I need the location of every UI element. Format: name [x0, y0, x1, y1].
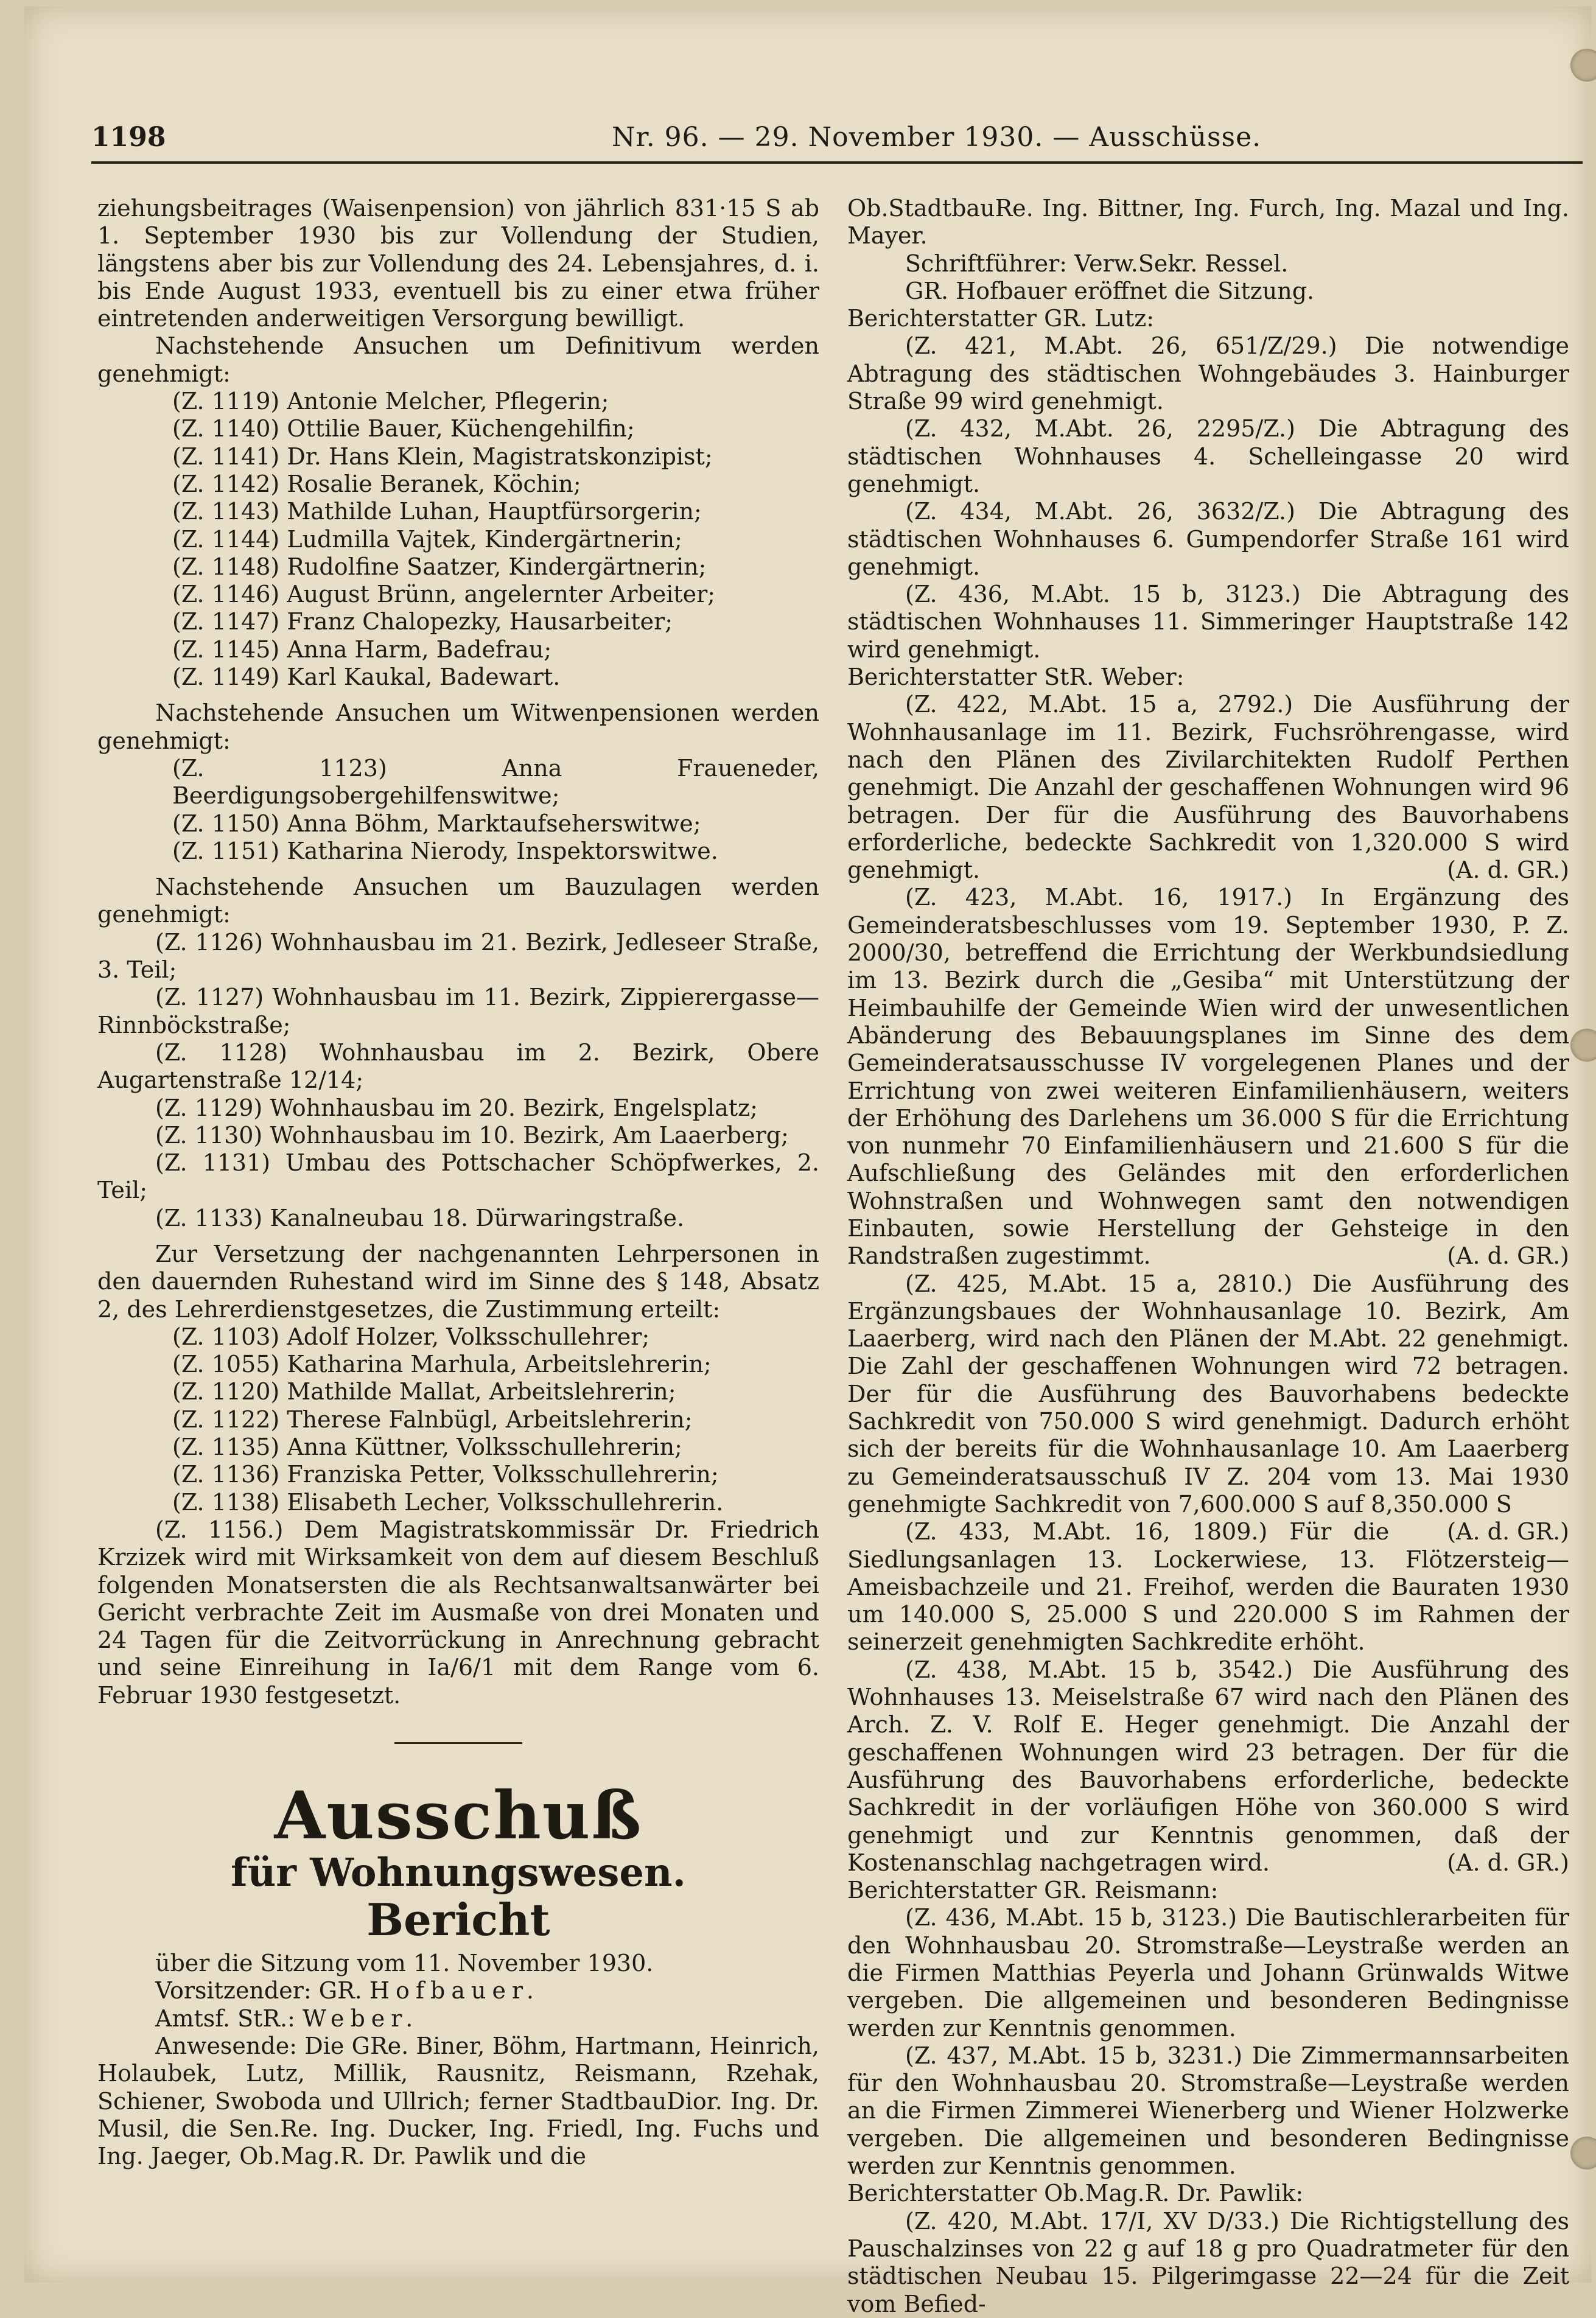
section-subheading: für Wohnungswesen. — [231, 1850, 686, 1896]
list-item: (Z. 1138) Elisabeth Lecher, Volksschullehrerin. — [172, 1488, 724, 1516]
resolution-paragraph: (Z. 421, M.Abt. 26, 651/Z/29.) Die notwendige Abtragung des städtischen Wohngebäudes 3. Hainburger Straße 99 wird genehmigt. — [847, 332, 1569, 415]
witwenpension-intro: Nachstehende Ansuchen um Witwenpensionen werden genehmigt: — [97, 699, 819, 754]
list-item: (Z. 1136) Franziska Petter, Volksschullehrerin; — [172, 1461, 719, 1488]
referral-note: (A. d. GR.) — [1447, 856, 1569, 884]
rapporteur-heading: Berichterstatter StR. Weber: — [847, 664, 1185, 691]
sitzung-date: über die Sitzung vom 11. November 1930. — [155, 1950, 654, 1977]
list-item: (Z. 1141) Dr. Hans Klein, Magistratskonzipist; — [172, 443, 713, 470]
list-item: (Z. 1131) Umbau des Pottschacher Schöpfwerkes, 2. Teil; — [97, 1149, 819, 1204]
lehrpersonen-intro: Zur Versetzung der nachgenannten Lehrpersonen in den dauernden Ruhestand wird im Sinne des § 148, Absatz 2, des Lehrerdienstgesetzes, die Zustimmung erteilt: — [97, 1240, 819, 1323]
resolution-paragraph — [847, 1656, 1569, 1877]
resolution-text: (Z. 423, M.Abt. 16, 1917.) In Ergänzung des Gemeinderatsbeschlusses vom 19. September 1930, P. Z. 2000/30, betreffend die Errichtung der Werkbundsiedlung im 13. Bezirk durch die „Gesiba“ mit Unterstützung der Heimbauhilfe der Gemeinde Wien wird der unwesentlichen Abänderung des Bebauungsplanes im Sinne des dem Gemeinderatsausschusse IV vorgelegenen Planes und der Errichtung von zwei weiteren Einfamilienhäusern, weiters der Erhöhung des Darlehens um 36.000 S für die Errichtung von nunmehr 70 Einfamilienhäusern und 21.600 S für die Aufschließung des Geländes mit den erforderlichen Wohnstraßen und Wohnwegen samt den notwendigen Einbauten, sowie Herstellung der Gehsteige in den Randstraßen zugestimmt. — [847, 884, 1569, 1270]
referral-note: (A. d. GR.) — [1447, 1242, 1569, 1270]
list-item: (Z. 1127) Wohnhausbau im 11. Bezirk, Zippierergasse—Rinnböckstraße; — [97, 984, 819, 1038]
list-item: (Z. 1145) Anna Harm, Badefrau; — [172, 636, 552, 663]
chairman-label: Vorsitzender: GR. — [155, 1977, 362, 2005]
paragraph-continuation: ziehungsbeitrages (Waisenpension) von jährlich 831·15 S ab 1. September 1930 bis zur Vollendung der Studien, längstens aber bis zur Vollendung des 24. Lebensjahres, d. i. bis Ende August 1933, eventuell bis zu einer etwa früher eintretenden anderweitigen Versorgung bewilligt. — [97, 195, 819, 332]
resolution-paragraph: (Z. 432, M.Abt. 26, 2295/Z.) Die Abtragung des städtischen Wohnhauses 4. Schelleingasse 20 wird genehmigt. — [847, 415, 1569, 497]
list-item: (Z. 1151) Katharina Nierody, Inspektorswitwe. — [172, 837, 718, 864]
resolution-paragraph: (Z. 436, M.Abt. 15 b, 3123.) Die Abtragung des städtischen Wohnhauses 11. Simmeringer Hauptstraße 142 wird genehmigt. — [847, 581, 1569, 663]
resolution-paragraph: (Z. 436, M.Abt. 15 b, 3123.) Die Bautischlerarbeiten für den Wohnhausbau 20. Stromstraße—Leystraße werden an die Firmen Matthias Peyerla und Johann Grünwalds Witwe vergeben. Die allgemeinen und besonderen Bedingnisse werden zur Kenntnis genommen. — [847, 1904, 1569, 2042]
list-item: (Z. 1128) Wohnhausbau im 2. Bezirk, Obere Augartenstraße 12/14; — [97, 1038, 819, 1094]
opening-line: GR. Hofbauer eröffnet die Sitzung. — [905, 277, 1315, 304]
punch-hole — [1570, 49, 1596, 82]
bauzulagen-intro: Nachstehende Ansuchen um Bauzulagen werden genehmigt: — [97, 874, 819, 928]
list-item: (Z. 1103) Adolf Holzer, Volksschullehrer; — [172, 1323, 650, 1350]
councillor-label: Amtsf. StR.: — [155, 2005, 295, 2032]
list-item: (Z. 1142) Rosalie Beranek, Köchin; — [172, 470, 581, 497]
punch-hole — [1570, 1029, 1596, 1062]
list-item: (Z. 1147) Franz Chalopezky, Hausarbeiter; — [172, 608, 673, 636]
chairman-line — [97, 1977, 819, 2005]
page-number: 1198 — [91, 122, 166, 153]
definitivum-intro: Nachstehende Ansuchen um Definitivum werden genehmigt: — [97, 332, 819, 387]
chairman-name: Hofbauer. — [369, 1977, 540, 2005]
punch-hole — [1570, 2137, 1596, 2169]
list-item: (Z. 1135) Anna Küttner, Volksschullehrerin; — [172, 1434, 682, 1461]
page-header — [91, 119, 1583, 164]
rapporteur-heading: Berichterstatter GR. Reismann: — [847, 1877, 1219, 1904]
section-heading: Ausschuß — [274, 1777, 643, 1855]
list-item: (Z. 1150) Anna Böhm, Marktaufseherswitwe; — [172, 810, 701, 837]
resolution-paragraph — [847, 884, 1569, 1270]
list-item: (Z. 1122) Therese Falnbügl, Arbeitslehrerin; — [172, 1406, 693, 1433]
list-item: (Z. 1119) Antonie Melcher, Pflegerin; — [172, 388, 609, 415]
right-column — [847, 195, 1569, 2318]
rapporteur-heading: Berichterstatter GR. Lutz: — [847, 305, 1155, 332]
resolution-text: (Z. 422, M.Abt. 15 a, 2792.) Die Ausführung der Wohnhausanlage im 11. Bezirk, Fuchsröhrengasse, wird nach den Plänen des Zivilarchitekten Rudolf Perthen genehmigt. Die Anzahl der geschaffenen Wohnungen wird 96 betragen. Der für die Ausführung des Bauvorhabens erforderliche, bedeckte Sachkredit von 1,320.000 S wird genehmigt. — [847, 691, 1569, 884]
list-item: (Z. 1140) Ottilie Bauer, Küchengehilfin; — [172, 415, 635, 443]
resolution-paragraph — [847, 691, 1569, 884]
section-divider — [394, 1742, 522, 1744]
resolution-text: (Z. 438, M.Abt. 15 b, 3542.) Die Ausführung des Wohnhauses 13. Meiselstraße 67 wird nach den Plänen des Arch. Z. V. Rolf E. Heger genehmigt. Die Anzahl der geschaffenen Wohnungen wird 23 betragen. Der für die Ausführung des Bauvorhabens erforderliche, bedeckte Sachkredit in der vorläufigen Höhe von 360.000 S wird genehmigt und zur Kenntnis genommen, daß der Kostenanschlag nachgetragen wird. — [847, 1656, 1569, 1876]
referral-note: (A. d. GR.) — [1447, 1518, 1569, 1546]
rapporteur-heading: Berichterstatter Ob.Mag.R. Dr. Pawlik: — [847, 2180, 1304, 2207]
paragraph-1156: (Z. 1156.) Dem Magistratskommissär Dr. Friedrich Krzizek wird mit Wirksamkeit von dem auf diesem Beschluß folgenden Monatsersten die als Rechtsanwaltsanwärter bei Gericht verbrachte Zeit im Ausmaße von drei Monaten und 24 Tagen für die Zeitvorrückung in Anrechnung gebracht und seine Einreihung in Ia/6/1 mit dem Range vom 6. Februar 1930 festgesetzt. — [97, 1516, 819, 1709]
resolution-paragraph: (Z. 433, M.Abt. 16, 1809.) Für die Siedlungsanlagen 13. Lockerwiese, 13. Flötzersteig—Ameisbachzeile und 21. Freihof, werden die Bauraten 1930 um 140.000 S, 25.000 S und 220.000 S im Rahmen der seinerzeit genehmigten Sachkredite erhöht. — [847, 1518, 1569, 1656]
attendees: Anwesende: Die GRe. Biner, Böhm, Hartmann, Heinrich, Holaubek, Lutz, Millik, Rausnitz, Reismann, Rzehak, Schiener, Swoboda und Ullrich; ferner StadtbauDior. Ing. Dr. Musil, die Sen.Re. Ing. Ducker, Ing. Friedl, Ing. Fuchs und Ing. Jaeger, Ob.Mag.R. Dr. Pawlik und die — [97, 2032, 819, 2170]
recorder-line: Schriftführer: Verw.Sekr. Ressel. — [905, 250, 1289, 277]
councillor-line — [97, 2005, 819, 2033]
resolution-paragraph: (Z. 434, M.Abt. 26, 3632/Z.) Die Abtragung des städtischen Wohnhauses 6. Gumpendorfer Straße 161 wird genehmigt. — [847, 498, 1569, 580]
referral-note: (A. d. GR.) — [1447, 1849, 1569, 1876]
resolution-paragraph — [847, 1270, 1569, 1546]
list-item: (Z. 1133) Kanalneubau 18. Dürwaringstraße. — [155, 1204, 685, 1231]
left-column — [97, 195, 819, 2170]
running-title: Nr. 96. — 29. November 1930. — Ausschüsse. — [612, 122, 1262, 153]
resolution-paragraph: (Z. 420, M.Abt. 17/I, XV D/33.) Die Richtigstellung des Pauschalzinses von 22 g auf 18 g pro Quadratmeter für den städtischen Neubau 15. Pilgerimgasse 22—24 für die Zeit vom Befied- — [847, 2207, 1569, 2317]
resolution-paragraph: (Z. 437, M.Abt. 15 b, 3231.) Die Zimmermannsarbeiten für den Wohnhausbau 20. Stromstraße—Leystraße werden an die Firmen Zimmerei Wienerberg und Wiener Holzwerke vergeben. Die allgemeinen und besonderen Bedingnisse werden zur Kenntnis genommen. — [847, 2042, 1569, 2180]
list-item: (Z. 1123) Anna Fraueneder, Beerdigungsobergehilfenswitwe; — [172, 754, 819, 810]
list-item: (Z. 1055) Katharina Marhula, Arbeitslehrerin; — [172, 1351, 712, 1378]
councillor-name: Weber. — [303, 2005, 419, 2032]
list-item: (Z. 1149) Karl Kaukal, Badewart. — [172, 664, 561, 691]
list-item: (Z. 1120) Mathilde Mallat, Arbeitslehrerin; — [172, 1378, 676, 1406]
attendees-continuation: Ob.StadtbauRe. Ing. Bittner, Ing. Furch, Ing. Mazal und Ing. Mayer. — [847, 195, 1569, 250]
report-heading: Bericht — [366, 1894, 550, 1946]
list-item: (Z. 1144) Ludmilla Vajtek, Kindergärtnerin; — [172, 525, 682, 553]
list-item: (Z. 1148) Rudolfine Saatzer, Kindergärtnerin; — [172, 553, 707, 580]
list-item: (Z. 1126) Wohnhausbau im 21. Bezirk, Jedleseer Straße, 3. Teil; — [97, 928, 819, 984]
list-item: (Z. 1130) Wohnhausbau im 10. Bezirk, Am Laaerberg; — [155, 1121, 789, 1149]
list-item: (Z. 1143) Mathilde Luhan, Hauptfürsorgerin; — [172, 498, 702, 525]
list-item: (Z. 1129) Wohnhausbau im 20. Bezirk, Engelsplatz; — [155, 1094, 758, 1121]
list-item: (Z. 1146) August Brünn, angelernter Arbeiter; — [172, 581, 716, 608]
resolution-text: (Z. 425, M.Abt. 15 a, 2810.) Die Ausführung des Ergänzungsbaues der Wohnhausanlage 10. Bezirk, Am Laaerberg, wird nach den Plänen der M.Abt. 22 genehmigt. Die Zahl der geschaffenen Wohnungen wird 72 betragen. Der für die Ausführung des Bauvorhabens bedeckte Sachkredit von 750.000 S wird genehmigt. Dadurch erhöht sich der bereits für die Wohnhausanlage 10. Am Laaerberg zu Gemeinderatsausschuß IV Z. 204 vom 13. Mai 1930 genehmigte Sachkredit von 7,600.000 S auf 8,350.000 S — [847, 1270, 1569, 1518]
